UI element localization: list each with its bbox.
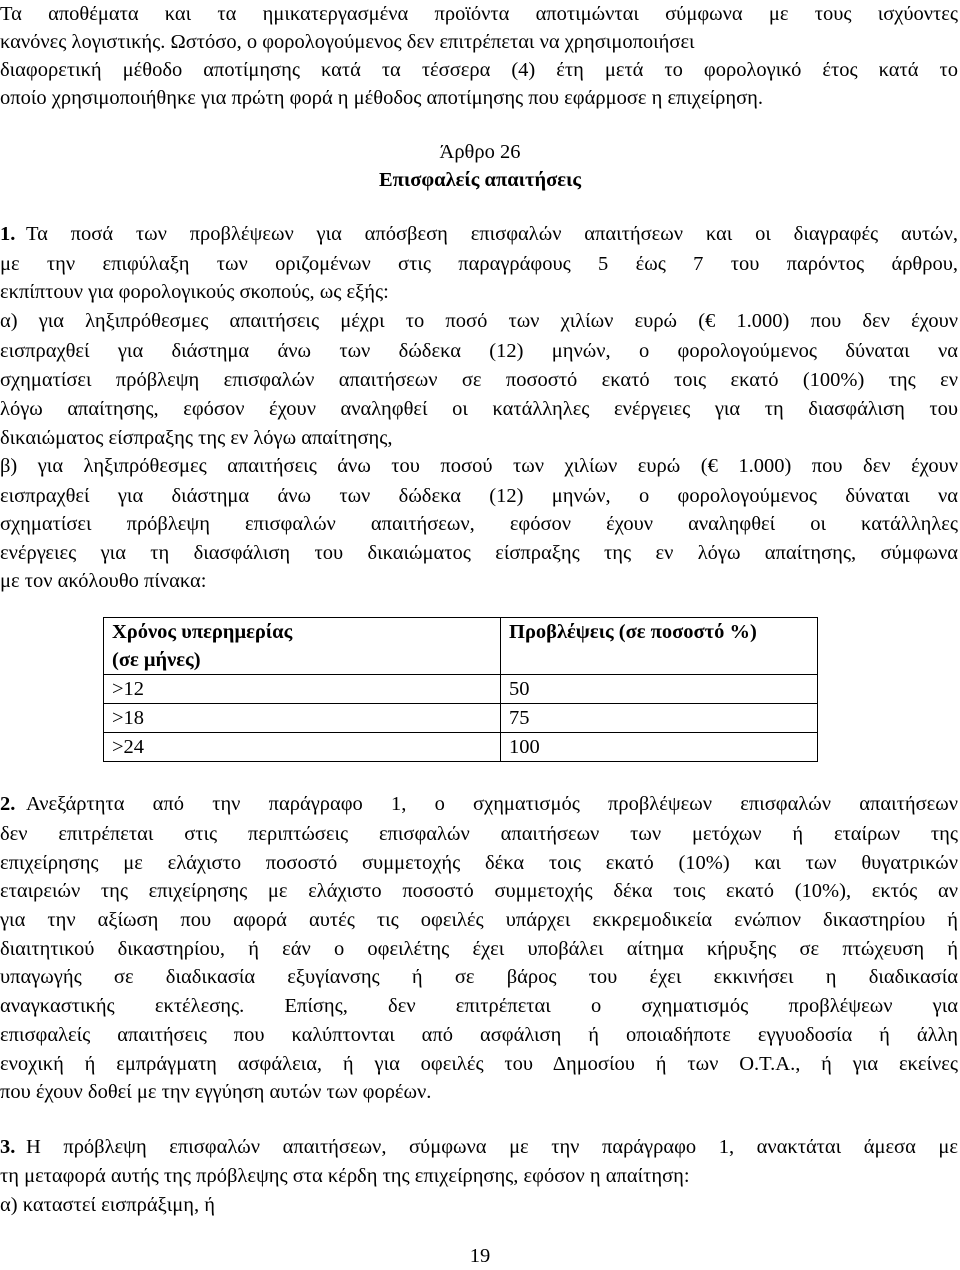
header-months-line1: Χρόνος υπερημερίας: [112, 621, 293, 643]
paragraph-line: ενοχική ή εμπράγματη ασφάλεια, ή για οφειλές του Δημοσίου ή των Ο.Τ.Α., ή για εκείνες: [0, 1053, 958, 1075]
page-number: 19: [469, 1245, 491, 1267]
paragraph-line: σχηματίσει πρόβλεψη επισφαλών απαιτήσεων, εφόσον έχουν αναληφθεί οι κατάλληλες: [0, 513, 958, 535]
paragraph-line: Τα ποσά των προβλέψεων για απόσβεση επισφαλών απαιτήσεων και οι διαγραφές αυτών,: [26, 223, 958, 245]
paragraph-line: με την επιφύλαξη των οριζομένων στις παραγράφους 5 έως 7 του παρόντος άρθρου,: [0, 253, 958, 275]
table-header-row: [104, 618, 818, 675]
cell-months: >18: [104, 704, 501, 733]
cell-percent: 100: [501, 733, 818, 762]
intro-line: οποίο χρησιμοποιήθηκε για πρώτη φορά η μέθοδος αποτίμησης που εφάρμοσε η επιχείρηση.: [0, 87, 763, 109]
paragraph-number: 2.: [0, 793, 16, 815]
paragraph-line: α) καταστεί εισπράξιμη, ή: [0, 1194, 215, 1216]
article-title: Επισφαλείς απαιτήσεις: [378, 169, 582, 191]
paragraph-line: Ανεξάρτητα από την παράγραφο 1, ο σχηματισμός προβλέψεων επισφαλών απαιτήσεων: [26, 793, 958, 815]
paragraph-line: αναγκαστικής εκτέλεσης. Επίσης, δεν επιτρέπεται ο σχηματισμός προβλέψεων για: [0, 995, 958, 1017]
paragraph-line: που έχουν δοθεί με την εγγύηση αυτών των φορέων.: [0, 1081, 432, 1103]
paragraph-line: δεν επιτρέπεται στις περιπτώσεις επισφαλών απαιτήσεων των μετόχων ή εταίρων της: [0, 823, 958, 845]
paragraph-line: εταιρειών της επιχείρησης με ελάχιστο ποσοστό συμμετοχής δέκα τοις εκατό (10%), εκτός αν: [0, 880, 958, 902]
header-months-line2: (σε μήνες): [112, 649, 201, 671]
cell-months: >24: [104, 733, 501, 762]
article-number: Άρθρο 26: [439, 141, 521, 163]
intro-line: Τα αποθέματα και τα ημικατεργασμένα προϊόντα αποτιμώνται σύμφωνα με τους ισχύοντες: [0, 3, 958, 25]
table-row: [104, 733, 818, 762]
table-row: [104, 704, 818, 733]
intro-line: κανόνες λογιστικής. Ωστόσο, ο φορολογούμενος δεν επιτρέπεται να χρησιμοποιήσει: [0, 31, 695, 53]
table-row: [104, 675, 818, 704]
paragraph-number: 3.: [0, 1136, 16, 1158]
paragraph-line: διαιτητικού δικαστηρίου, ή εάν ο οφειλέτης έχει υποβάλει αίτημα κήρυξης σε πτώχευση ή: [0, 938, 958, 960]
paragraph-line: για την αξίωση που αφορά αυτές τις οφειλές υπάρχει εκκρεμοδικεία ενώπιον δικαστηρίου ή: [0, 909, 958, 931]
cell-percent: 50: [501, 675, 818, 704]
paragraph-line: δικαιώματος είσπραξης της εν λόγω απαίτησης,: [0, 427, 393, 449]
intro-line: διαφορετική μέθοδο αποτίμησης κατά τα τέσσερα (4) έτη μετά το φορολογικό έτος κατά το: [0, 59, 958, 81]
paragraph-line: εισπραχθεί για διάστημα άνω των δώδεκα (12) μηνών, ο φορολογούμενος δύναται να: [0, 340, 958, 362]
paragraph-line: ενέργειες για τη διασφάλιση του δικαιώματος είσπραξης της εν λόγω απαίτησης, σύμφωνα: [0, 542, 958, 564]
paragraph-line: Η πρόβλεψη επισφαλών απαιτήσεων, σύμφωνα με την παράγραφο 1, ανακτάται άμεσα με: [26, 1136, 958, 1158]
paragraph-line: τη μεταφορά αυτής της πρόβλεψης στα κέρδη της επιχείρησης, εφόσον η απαίτηση:: [0, 1165, 690, 1187]
paragraph-number: 1.: [0, 223, 16, 245]
cell-months: >12: [104, 675, 501, 704]
paragraph-line: α) για ληξιπρόθεσμες απαιτήσεις μέχρι το ποσό των χιλίων ευρώ (€ 1.000) που δεν έχουν: [0, 310, 958, 332]
paragraph-line: λόγω απαίτησης, εφόσον έχουν αναληφθεί οι κατάλληλες ενέργειες για τη διασφάλιση του: [0, 398, 958, 420]
paragraph-line: β) για ληξιπρόθεσμες απαιτήσεις άνω του ποσού των χιλίων ευρώ (€ 1.000) που δεν έχουν: [0, 455, 958, 477]
paragraph-line: σχηματίσει πρόβλεψη επισφαλών απαιτήσεων σε ποσοστό εκατό τοις εκατό (100%) της εν: [0, 369, 958, 391]
paragraph-line: υπαγωγής σε διαδικασία εξυγίανσης ή σε βάρος του έχει εκκινήσει η διαδικασία: [0, 966, 958, 988]
paragraph-line: επιχείρησης με ελάχιστο ποσοστό συμμετοχής δέκα τοις εκατό (10%) και των θυγατρικών: [0, 852, 958, 874]
header-months: [104, 618, 501, 675]
paragraph-line: με τον ακόλουθο πίνακα:: [0, 570, 207, 592]
paragraph-line: εισπραχθεί για διάστημα άνω των δώδεκα (12) μηνών, ο φορολογούμενος δύναται να: [0, 485, 958, 507]
paragraph-line: επισφαλείς απαιτήσεις που καλύπτονται από ασφάλιση ή οποιαδήποτε εγγυοδοσία ή άλλη: [0, 1024, 958, 1046]
provisions-table: [103, 617, 818, 762]
header-percent: Προβλέψεις (σε ποσοστό %): [501, 618, 818, 675]
cell-percent: 75: [501, 704, 818, 733]
paragraph-line: εκπίπτουν για φορολογικούς σκοπούς, ως εξής:: [0, 281, 389, 303]
